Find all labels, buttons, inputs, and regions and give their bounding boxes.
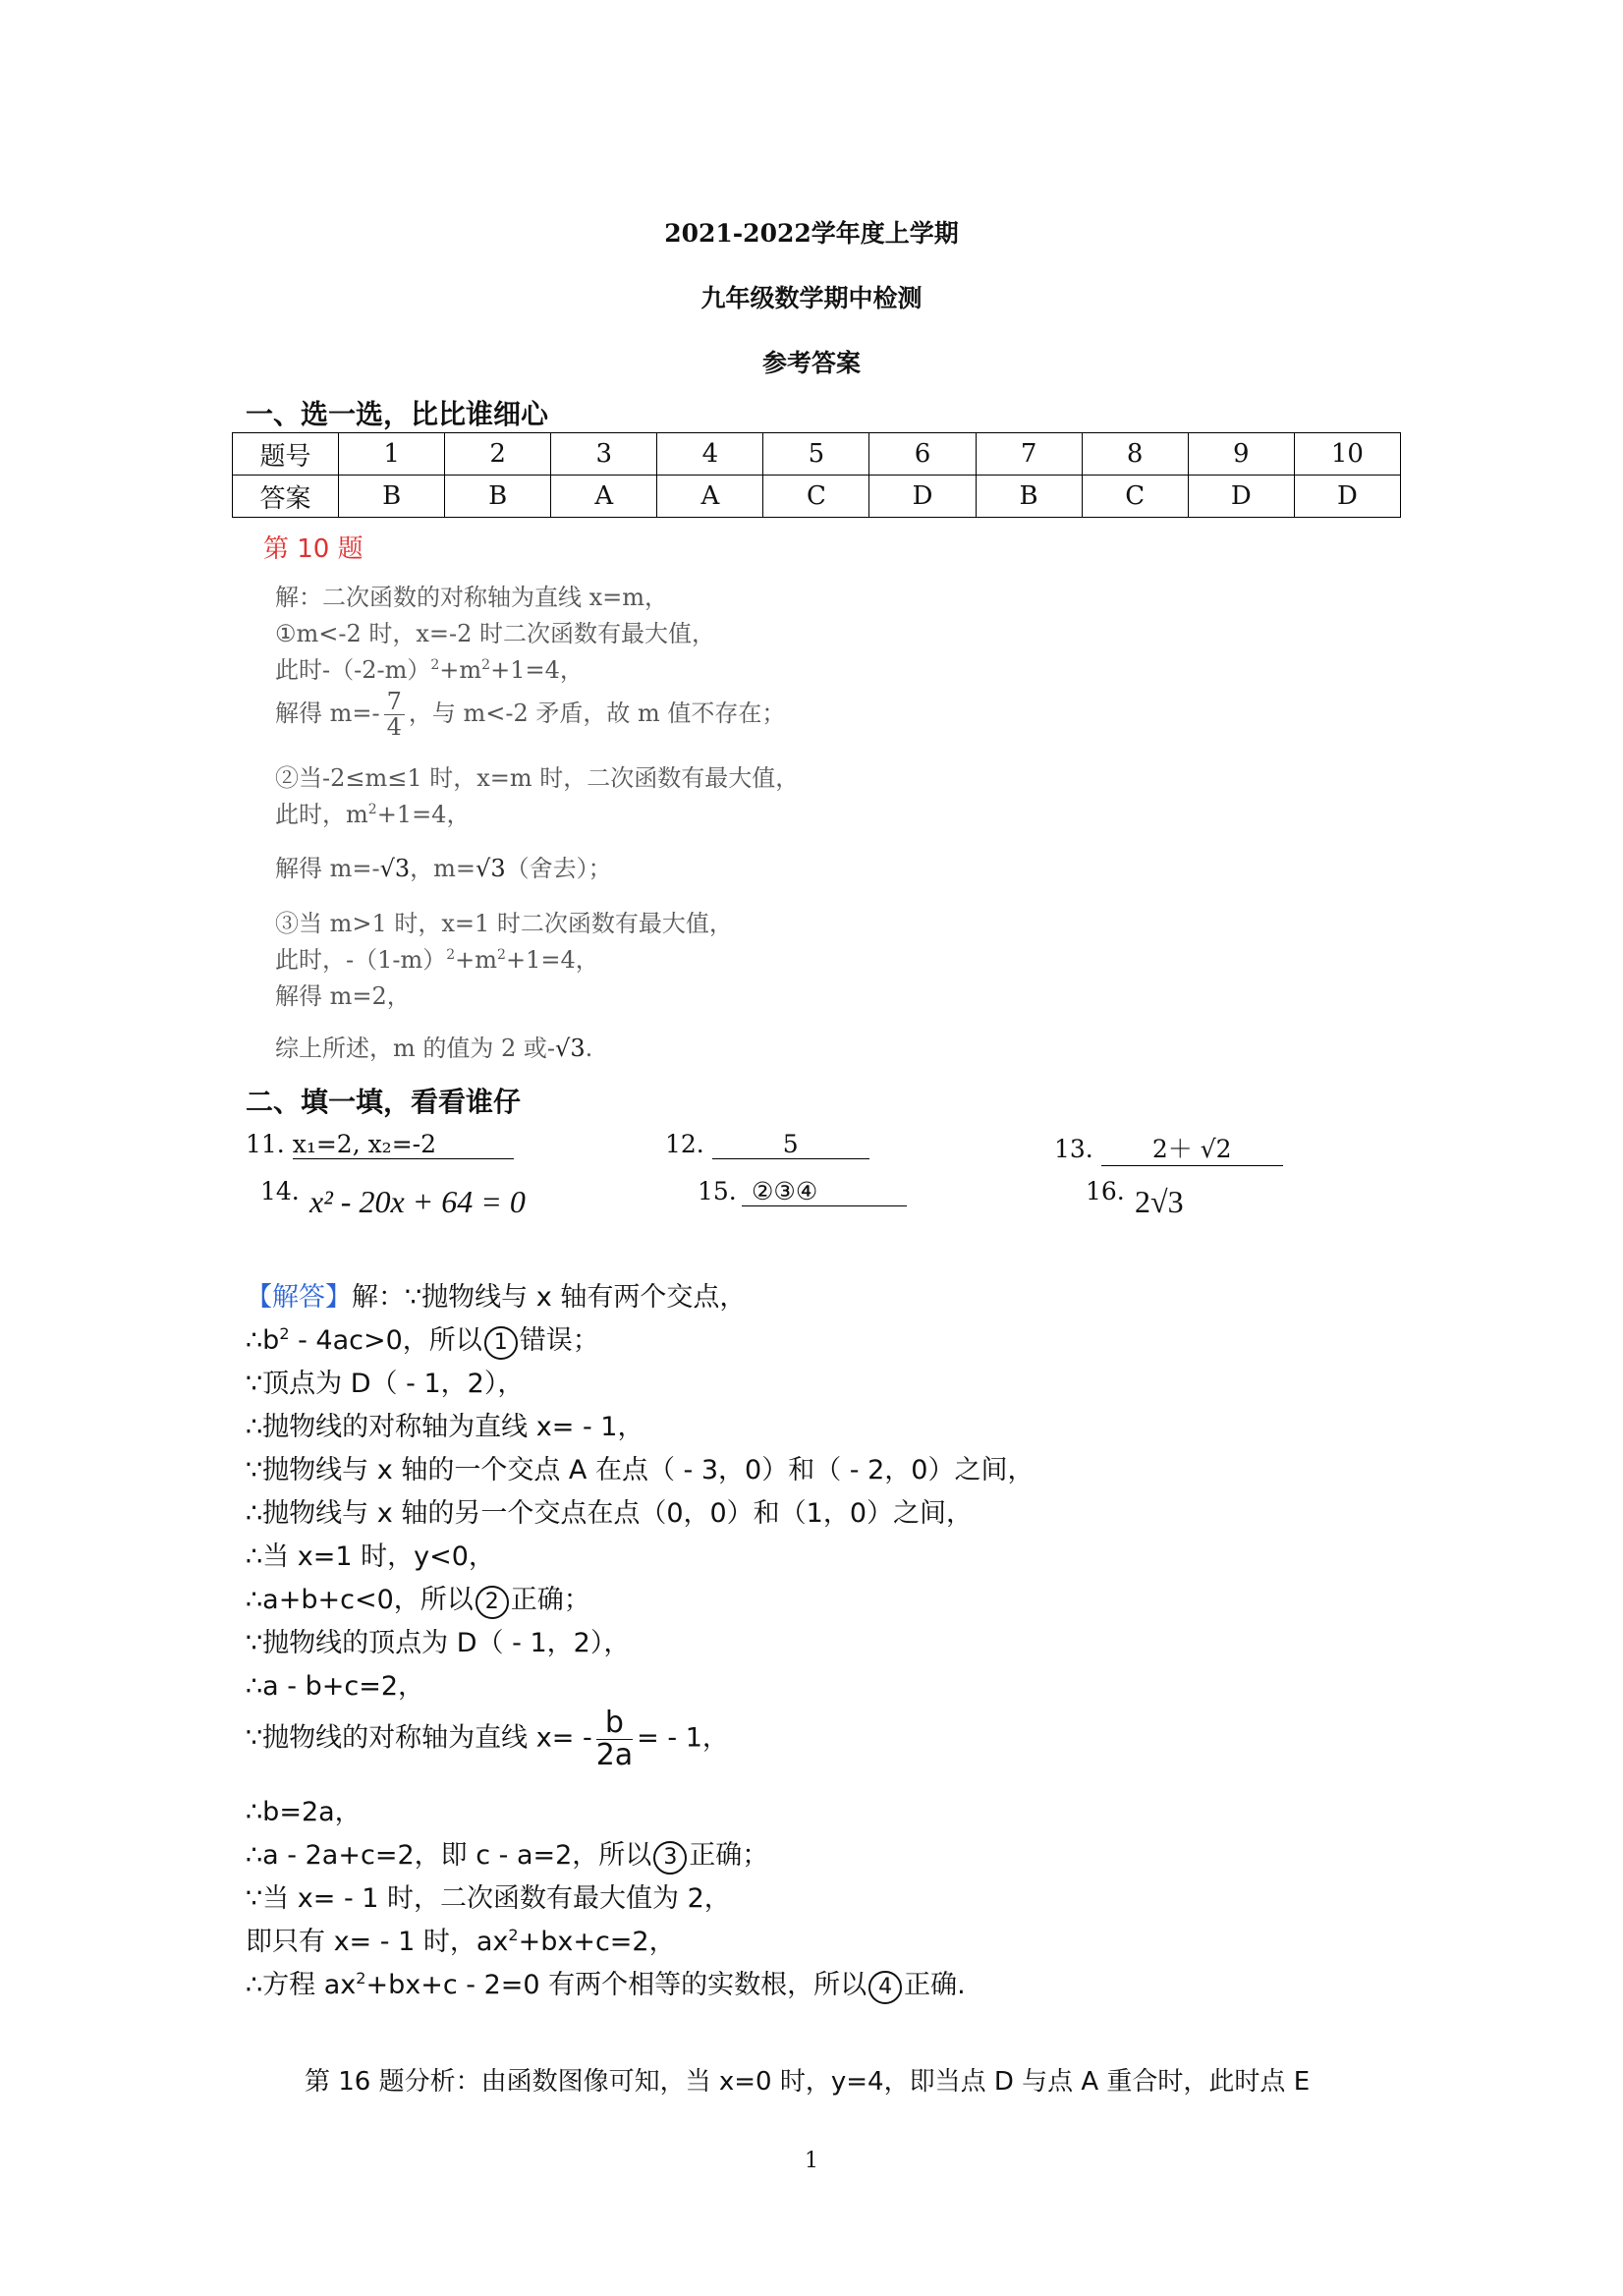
q10-line: 解得 m=-√3，m=√3（舍去）； <box>275 855 612 882</box>
proof-line: ∴当 x=1 时，y<0， <box>246 1541 495 1572</box>
q14-number: 14. <box>260 1177 300 1205</box>
table-row-answers <box>233 476 1401 518</box>
table-cell: B <box>445 476 551 518</box>
table-cell: B <box>976 476 1082 518</box>
proof-line: ∵抛物线的顶点为 D（ - 1，2）， <box>246 1628 631 1658</box>
table-cell: 4 <box>657 433 763 476</box>
q10-line: 解：二次函数的对称轴为直线 x=m， <box>275 584 669 611</box>
circled-number: 3 <box>653 1841 687 1875</box>
q10-line: 此时$-(-2-m)^2+m^2+1=4$， <box>275 656 584 684</box>
q10-line: 此时，$m^2+1=4$， <box>275 801 471 828</box>
table-cell: A <box>551 476 657 518</box>
proof-line: ∵抛物线与 x 轴的一个交点 A 在点（ - 3，0）和（ - 2，0）之间， <box>246 1455 1035 1485</box>
q16-answer: 2√3 <box>1135 1184 1184 1219</box>
proof-line: 即只有 x= - 1 时，$ax^2+bx+c=2$， <box>246 1926 676 1957</box>
table-cell: 9 <box>1188 433 1294 476</box>
table-cell: 3 <box>551 433 657 476</box>
q15-number: 15. <box>698 1177 737 1205</box>
proof-line: ∵抛物线的对称轴为直线 x= - $\frac{b}{2a}$ = - 1， <box>246 1706 729 1772</box>
section2-heading: 二、填一填，看看谁仔 <box>246 1086 522 1118</box>
answer-table <box>232 432 1401 518</box>
proof-line: ∴a+b+c<0，所以 2 正确； <box>246 1578 590 1619</box>
q14-answer: x² - 20x + 64 = 0 <box>309 1184 526 1219</box>
proof-line: ∵顶点为 D（ - 1，2）， <box>246 1369 525 1399</box>
q11-answer: 11. x₁=2, x₂=-2 <box>246 1130 514 1159</box>
table-cell: 5 <box>763 433 869 476</box>
q10-line: 此时，$-(1-m)^2+m^2+1=4$， <box>275 946 599 974</box>
table-cell: B <box>339 476 445 518</box>
proof-line: ∴抛物线与 x 轴的另一个交点在点（0，0）和（1，0）之间， <box>246 1498 974 1529</box>
proof-line: ∴b=2a， <box>246 1797 362 1827</box>
proof-line: ∴方程 $ax^2+bx+c - 2=0$ 有两个相等的实数根，所以 4 正确. <box>246 1963 966 2004</box>
q12-answer: 12. 5 <box>665 1130 869 1159</box>
q10-line: ②当-2≤m≤1 时，x=m 时，二次函数有最大值， <box>275 764 800 792</box>
table-cell: D <box>1188 476 1294 518</box>
q10-line: 综上所述，m 的值为 2 或-√3. <box>275 1035 593 1062</box>
doc-title-answers: 参考答案 <box>761 349 861 377</box>
q16-number: 16. <box>1086 1177 1125 1205</box>
circled-number: 1 <box>484 1326 518 1360</box>
q10-line: ①m<-2 时，x=-2 时二次函数有最大值， <box>275 620 716 647</box>
page-number: 1 <box>805 2149 818 2173</box>
section1-heading: 一、选一选，比比谁细心 <box>246 398 549 430</box>
proof-line: ∵当 x= - 1 时，二次函数有最大值为 2， <box>246 1883 731 1914</box>
proof-line: $\therefore b^2 - 4ac>0$，所以 1 错误； <box>246 1318 599 1360</box>
doc-title-exam: 九年级数学期中检测 <box>700 284 923 312</box>
table-header-cell: 题号 <box>233 433 339 476</box>
q13-answer: 13. 2＋ √2 <box>1054 1130 1283 1166</box>
table-cell: C <box>763 476 869 518</box>
q10-line: ③当 m>1 时，x=1 时二次函数有最大值， <box>275 910 733 937</box>
q16-analysis-line: 第 16 题分析：由函数图像可知，当 x=0 时，y=4，即当点 D 与点 A 重合时，此时点 E <box>305 2067 1311 2097</box>
circled-number: 2 <box>476 1586 509 1619</box>
proof-line: ∴抛物线的对称轴为直线 x= - 1， <box>246 1412 644 1442</box>
proof-line: ∴a - b+c=2， <box>246 1671 425 1702</box>
circled-number: 4 <box>868 1971 902 2004</box>
q15-answer: ②③④ <box>742 1177 907 1206</box>
q10-line: 解得 m=2， <box>275 982 411 1010</box>
q10-title: 第 10 题 <box>263 534 364 564</box>
table-cell: 7 <box>976 433 1082 476</box>
table-cell: A <box>657 476 763 518</box>
table-cell: 10 <box>1294 433 1400 476</box>
table-row-numbers <box>233 433 1401 476</box>
fraction: $\frac{7}{4}$ <box>384 690 405 740</box>
table-cell: 1 <box>339 433 445 476</box>
table-cell: D <box>1294 476 1400 518</box>
table-header-cell: 答案 <box>233 476 339 518</box>
table-cell: 6 <box>869 433 976 476</box>
q10-line: 解得 m=- $\frac{7}{4}$ ，与 m<-2 矛盾，故 m 值不存在； <box>275 688 786 742</box>
proof-line: ∴a - 2a+c=2，即 c - a=2，所以 3 正确； <box>246 1833 768 1875</box>
doc-title-year: 2021-2022学年度上学期 <box>664 219 959 248</box>
table-cell: 2 <box>445 433 551 476</box>
table-cell: D <box>869 476 976 518</box>
table-cell: C <box>1082 476 1188 518</box>
table-cell: 8 <box>1082 433 1188 476</box>
fraction: $\frac{b}{2a}$ <box>595 1706 634 1772</box>
proof-line: 【解答】解：∵抛物线与 x 轴有两个交点， <box>246 1282 747 1313</box>
